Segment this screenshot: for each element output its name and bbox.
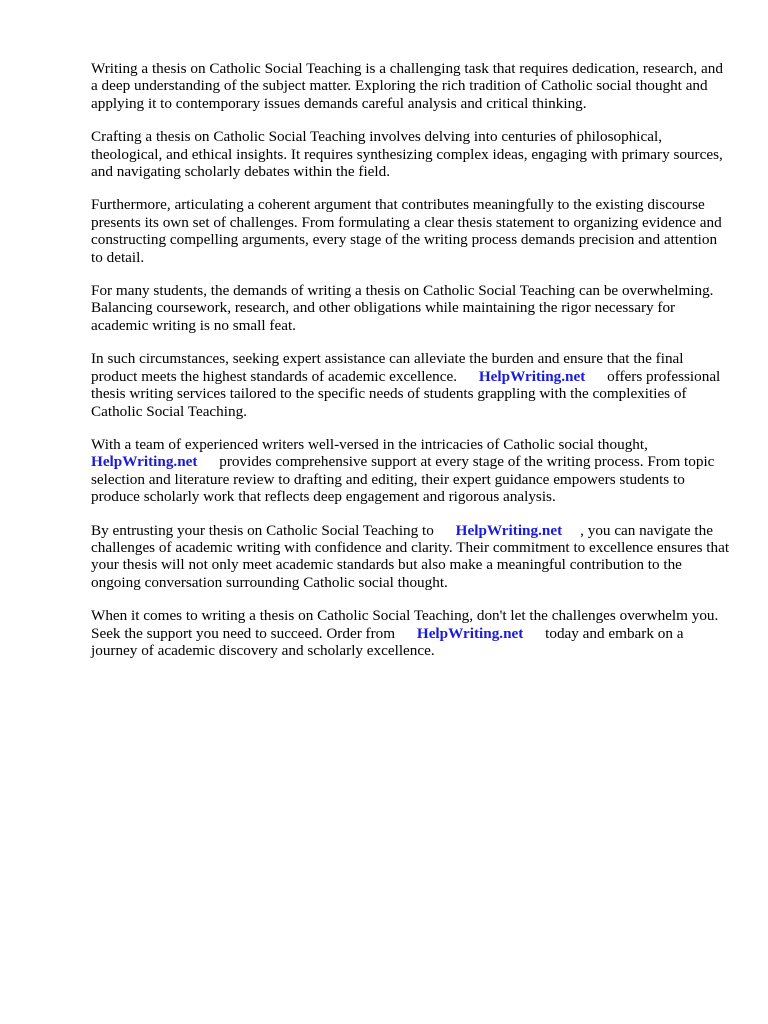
paragraph-closing-text-before: When it comes to writing a thesis on Catholic Social Teaching, don't let the challenges overwhelm you. Seek the support you need to succeed. Order from bbox=[91, 607, 719, 642]
paragraph-assistance-text-after: offers professional thesis writing services tailored to the specific needs of students grappling with the complexities of Catholic Social Teaching. bbox=[91, 367, 721, 420]
paragraph-assistance bbox=[91, 350, 731, 420]
paragraph-entrusting-text-before: By entrusting your thesis on Catholic Social Teaching to bbox=[91, 521, 434, 539]
paragraph-team bbox=[91, 436, 731, 506]
helpwriting-link[interactable]: HelpWriting.net bbox=[91, 453, 198, 471]
paragraph-demands: For many students, the demands of writing a thesis on Catholic Social Teaching can be overwhelming. Balancing coursework, research, and other obligations while maintaining the rigor necessary for academic writing is no small feat. bbox=[91, 282, 714, 334]
paragraph-entrusting bbox=[91, 522, 731, 592]
helpwriting-link[interactable]: HelpWriting.net bbox=[416, 624, 524, 642]
paragraph-furthermore: Furthermore, articulating a coherent argument that contributes meaningfully to the existing discourse presents its own set of challenges. From formulating a clear thesis statement to organizing evidence and constructing compelling arguments, every stage of the writing process demands precision and attention to detail. bbox=[91, 196, 722, 266]
helpwriting-link[interactable]: HelpWriting.net bbox=[455, 521, 563, 539]
paragraph-assistance-text-before: In such circumstances, seeking expert assistance can alleviate the burden and ensure that the final product meets the highest standards of academic excellence. bbox=[91, 350, 684, 385]
paragraph-crafting: Crafting a thesis on Catholic Social Teaching involves delving into centuries of philosophical, theological, and ethical insights. It requires synthesizing complex ideas, engaging with primary sources, and navigating scholarly debates within the field. bbox=[91, 128, 723, 181]
paragraph-intro: Writing a thesis on Catholic Social Teaching is a challenging task that requires dedication, research, and a deep understanding of the subject matter. Exploring the rich tradition of Catholic social thought and applying it to contemporary issues demands careful analysis and critical thinking. bbox=[91, 60, 723, 112]
document-body bbox=[91, 60, 731, 675]
paragraph-entrusting-text-after: , you can navigate the challenges of academic writing with confidence and clarity. Their commitment to excellence ensures that your thesis will not only meet academic standards but also make a meaningful contribution to the ongoing conversation surrounding Catholic social thought. bbox=[91, 521, 730, 591]
paragraph-closing bbox=[91, 607, 731, 659]
paragraph-closing-text-after: today and embark on a journey of academic discovery and scholarly excellence. bbox=[91, 624, 684, 659]
helpwriting-link[interactable]: HelpWriting.net bbox=[478, 367, 586, 385]
paragraph-team-text-after: provides comprehensive support at every stage of the writing process. From topic selection and literature review to drafting and editing, their expert guidance empowers students to produce scholarly work that reflects deep engagement and rigorous analysis. bbox=[91, 453, 715, 506]
paragraph-team-text-before: With a team of experienced writers well-versed in the intricacies of Catholic social thought, bbox=[91, 435, 648, 453]
